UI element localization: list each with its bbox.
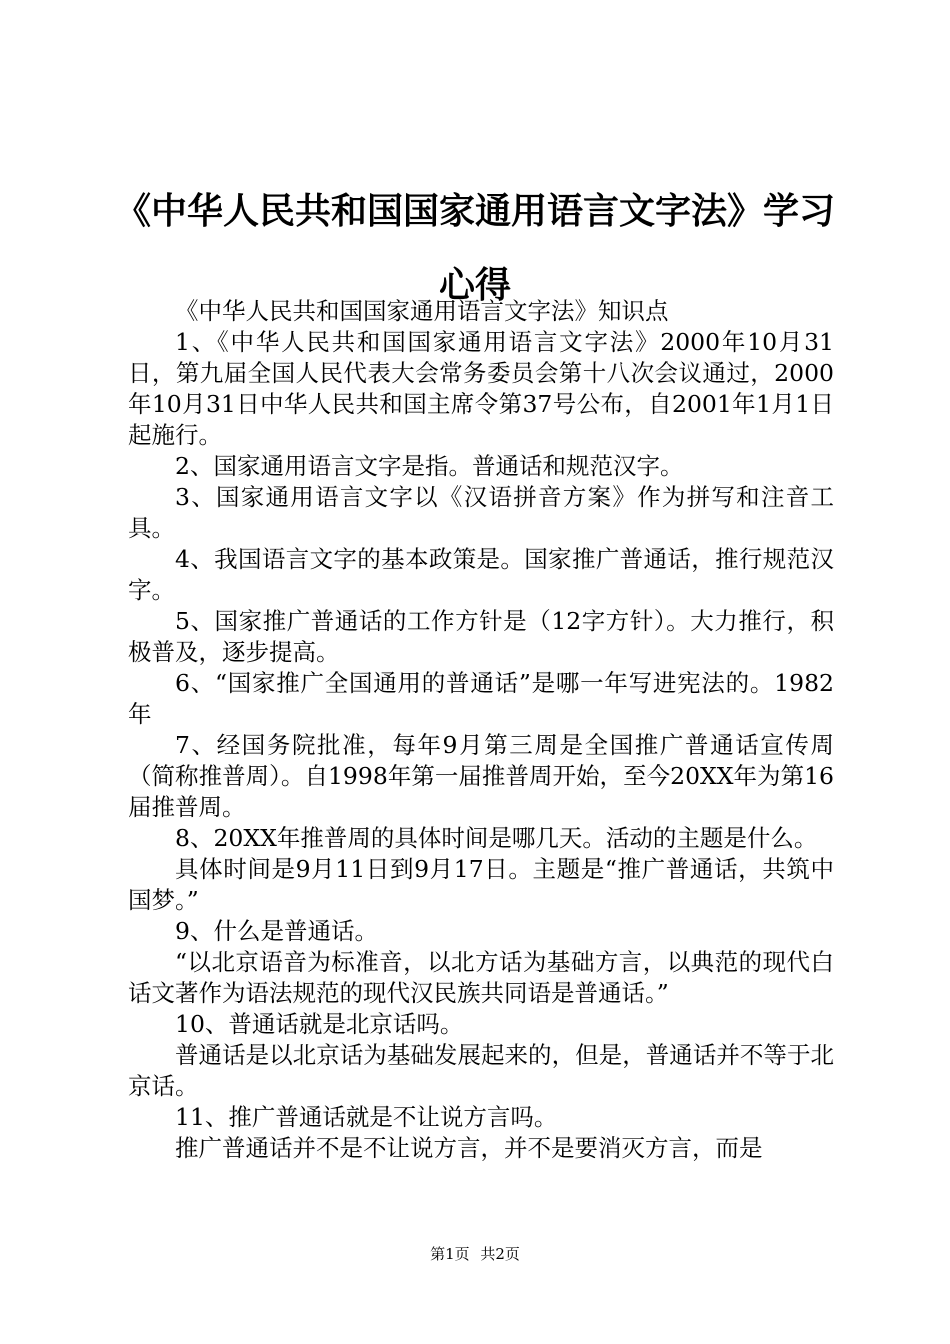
paragraph: 11、推广普通话就是不让说方言吗。 bbox=[175, 1103, 558, 1131]
paragraph: 推广普通话并不是不让说方言，并不是要消灭方言，而是 bbox=[175, 1134, 763, 1162]
title-line-2: 心得 bbox=[438, 265, 511, 306]
paragraph: 2、国家通用语言文字是指。普通话和规范汉字。 bbox=[175, 452, 684, 480]
paragraph: 8、20XX年推普周的具体时间是哪几天。活动的主题是什么。 bbox=[175, 824, 818, 852]
paragraph: 4、我国语言文字的基本政策是。国家推广普通话，推行规范汉字。 bbox=[128, 545, 834, 604]
paragraph: 5、国家推广普通话的工作方针是（12字方针）。大力推行，积极普及，逐步提高。 bbox=[128, 607, 834, 666]
paragraph: 具体时间是9月11日到9月17日。主题是“推广普通话，共筑中国梦。” bbox=[128, 855, 834, 914]
paragraph: 普通话是以北京话为基础发展起来的，但是，普通话并不等于北京话。 bbox=[128, 1041, 834, 1100]
paragraph: 《中华人民共和国国家通用语言文字法》知识点 bbox=[175, 297, 669, 325]
paragraph: 7、经国务院批准，每年9月第三周是全国推广普通话宣传周（简称推普周）。自1998年第一届推普周开始，至今20XX年为第16届推普周。 bbox=[128, 731, 834, 821]
paragraph: 1、《中华人民共和国国家通用语言文字法》2000年10月31日，第九届全国人民代表大会常务委员会第十八次会议通过，2000年10月31日中华人民共和国主席令第37号公布，自2001年1月1日起施行。 bbox=[128, 328, 834, 449]
page-footer bbox=[0, 1244, 950, 1264]
paragraph: 10、普通话就是北京话吗。 bbox=[175, 1010, 464, 1038]
paragraph: 6、“国家推广全国通用的普通话”是哪一年写进宪法的。1982年 bbox=[128, 669, 834, 728]
paragraph: 9、什么是普通话。 bbox=[175, 917, 378, 945]
page-number-total: 共2页 bbox=[480, 1245, 520, 1263]
document-body bbox=[128, 296, 834, 1164]
paragraph: “以北京语音为标准音，以北方话为基础方言，以典范的现代白话文著作为语法规范的现代汉民族共同语是普通话。” bbox=[128, 948, 834, 1007]
paragraph: 3、国家通用语言文字以《汉语拼音方案》作为拼写和注音工具。 bbox=[128, 483, 834, 542]
title-line-1: 《中华人民共和国国家通用语言文字法》学习 bbox=[114, 191, 835, 232]
page-number-current: 第1页 bbox=[430, 1245, 470, 1263]
